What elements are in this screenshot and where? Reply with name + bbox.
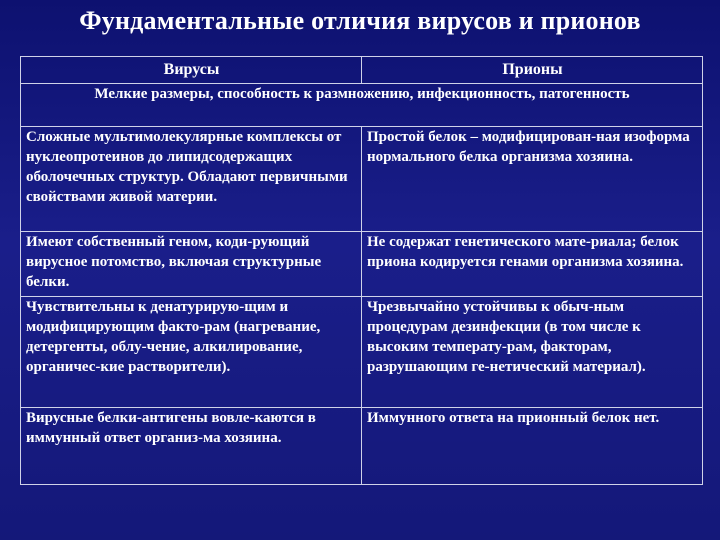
- table-row: [21, 297, 703, 408]
- common-properties-cell: Мелкие размеры, способность к размножению, инфекционность, патогенность: [21, 84, 703, 127]
- common-properties-row: [21, 84, 703, 127]
- prions-cell: Чрезвычайно устойчивы к обыч-ным процедурам дезинфекции (в том числе к высоким температу-рам, факторам, разрушающим ге-нетический материал).: [362, 297, 703, 408]
- prions-cell: Не содержат генетического мате-риала; белок приона кодируется генами организма хозяина.: [362, 232, 703, 297]
- table-row: [21, 232, 703, 297]
- slide-title: Фундаментальные отличия вирусов и прионов: [79, 6, 641, 35]
- comparison-table: [20, 56, 703, 485]
- viruses-cell: Чувствительны к денатурирую-щим и модифицирующим факто-рам (нагревание, детергенты, облу-чение, алкилирование, органичес-кие растворители).: [21, 297, 362, 408]
- viruses-cell: Имеют собственный геном, коди-рующий вирусное потомство, включая структурные белки.: [21, 232, 362, 297]
- header-viruses: Вирусы: [21, 57, 362, 84]
- viruses-cell: Вирусные белки-антигены вовле-каются в иммунный ответ организ-ма хозяина.: [21, 408, 362, 485]
- prions-cell: Простой белок – модифицирован-ная изоформа нормального белка организма хозяина.: [362, 127, 703, 232]
- viruses-cell: Сложные мультимолекулярные комплексы от нуклеопротеинов до липидсодержащих оболочечных структур. Обладают первичными свойствами живой материи.: [21, 127, 362, 232]
- table-header-row: [21, 57, 703, 84]
- prions-cell: Иммунного ответа на прионный белок нет.: [362, 408, 703, 485]
- table-row: [21, 127, 703, 232]
- header-prions: Прионы: [362, 57, 703, 84]
- table-row: [21, 408, 703, 485]
